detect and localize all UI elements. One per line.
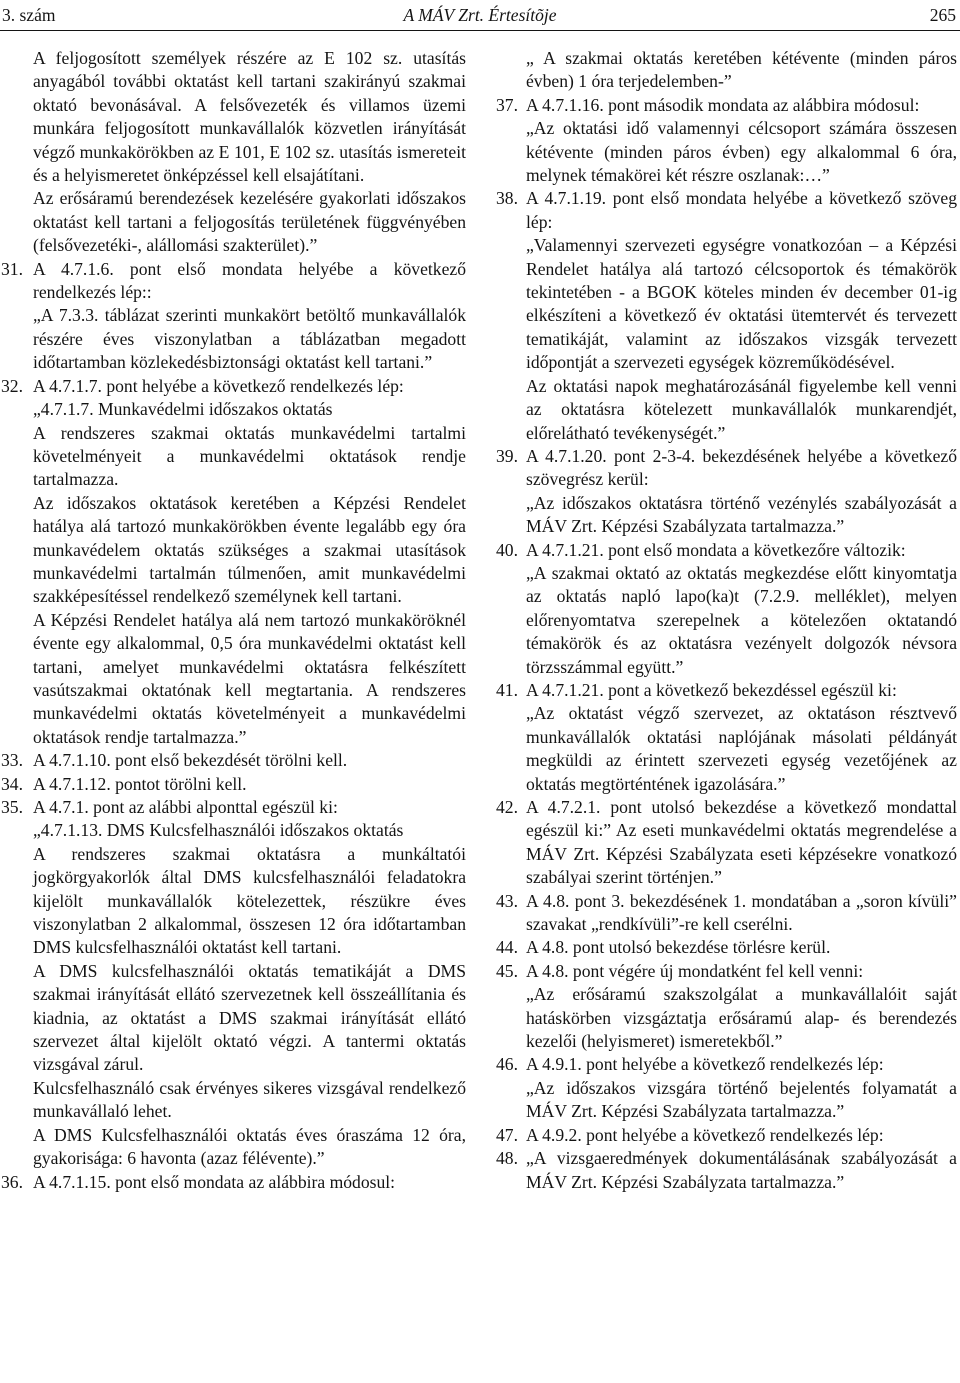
paragraph: A rendszeres szakmai oktatásra a munkáltatói jogkörgyakorlók által DMS kulcsfelhasználói feladatokra kijelölt munkavállalók kötelezettek, részükre éves viszonylatban 2 alkalommal, összesen 12 óra időtartamban DMS kulcsfelhasználói oktatást kell tartani. xyxy=(33,843,466,958)
item-number: 31. xyxy=(1,258,23,279)
amendment-item xyxy=(496,94,957,117)
amendment-item xyxy=(496,1147,957,1194)
item-text: A 4.7.1.19. pont első mondata helyébe a következő szöveg lép: xyxy=(526,188,957,232)
publication-title: A MÁV Zrt. Értesítõje xyxy=(403,5,557,25)
item-number: 36. xyxy=(1,1171,23,1192)
item-number: 44. xyxy=(496,937,518,958)
item-text: A 4.7.1.6. pont első mondata helyébe a következő rendelkezés lép:: xyxy=(33,258,466,303)
item-text: A 4.8. pont utolsó bekezdése törlésre kerül. xyxy=(526,937,831,958)
left-column xyxy=(1,47,466,1194)
quoted-paragraph: „Valamennyi szervezeti egységre vonatkozóan – a Képzési Rendelet hatálya alá tartozó célcsoportok és témakörök tekintetében - a BGOK köteles minden év december 01-ig elkészíteni a következő év oktatási ütemtervét és tervezett tematikáját, valamint az időszakos vizsgák tervezett időpontját a szervezeti egységek közreműködésével. xyxy=(526,235,957,373)
item-number: 34. xyxy=(1,773,23,794)
amendment-item xyxy=(496,1053,957,1076)
item-text: A 4.7.1. pont az alábbi alponttal egészül ki: xyxy=(33,797,338,817)
item-text: A 4.7.1.16. pont második mondata az alábbira módosul: xyxy=(526,94,920,115)
item-number: 47. xyxy=(496,1124,518,1145)
amendment-item xyxy=(1,796,466,819)
paragraph: A DMS Kulcsfelhasználói oktatás éves óraszáma 12 óra, gyakorisága: 6 havonta (azaz félévente).” xyxy=(33,1124,466,1169)
item-text: A 4.7.2.1. pont utolsó bekezdése a következő mondattal egészül ki:” Az eseti munkavédelmi oktatás megrendelése a MÁV Zrt. Képzési Szabályzata eseti képzésekre vonatkozó szabályai szerint történjen.” xyxy=(526,797,957,888)
quoted-paragraph: „Az erősáramú szakszolgálat a munkavállalóit saját hatáskörben vizsgáztatja erősáramú alap- és berendezés kezelői (helyismeret) ismeretekből.” xyxy=(526,984,957,1052)
quoted-paragraph: „Az időszakos vizsgára történő bejelentés folyamatát a MÁV Zrt. Képzési Szabályzata tartalmazza.” xyxy=(526,1077,957,1122)
item-number: 33. xyxy=(1,750,23,771)
item-number: 42. xyxy=(496,797,518,817)
quoted-paragraph: „Az időszakos oktatásra történő vezénylés szabályozását a MÁV Zrt. Képzési Szabályzata tartalmazza.” xyxy=(526,492,957,537)
item-text: A 4.7.1.20. pont 2-3-4. bekezdésének helyébe a következő szövegrész kerül: xyxy=(526,445,957,490)
item-number: 32. xyxy=(1,375,23,396)
amendment-item xyxy=(496,960,957,983)
item-text: A 4.9.2. pont helyébe a következő rendelkezés lép: xyxy=(526,1124,884,1145)
amendment-item xyxy=(1,258,466,305)
item-text: A 4.9.1. pont helyébe a következő rendelkezés lép: xyxy=(526,1054,884,1075)
paragraph: A rendszeres szakmai oktatás munkavédelmi tartalmi követelményeit a munkavédelmi oktatások rendje tartalmazza. xyxy=(33,422,466,490)
item-text: A 4.8. pont végére új mondatként fel kell venni: xyxy=(526,960,864,981)
page-header xyxy=(0,5,960,27)
item-text: „A vizsgaeredmények dokumentálásának szabályozását a MÁV Zrt. Képzési Szabályzata tartalmazza.” xyxy=(526,1148,957,1192)
item-number: 41. xyxy=(496,679,518,700)
item-number: 46. xyxy=(496,1054,518,1075)
item-number: 39. xyxy=(496,445,518,466)
item-number: 43. xyxy=(496,890,518,911)
right-column xyxy=(496,47,957,1194)
paragraph: A DMS kulcsfelhasználói oktatás tematikáját a DMS szakmai irányítását ellátó szervezetnek kell összeállítania és kiadnia, az oktatást a DMS szakmai irányítását ellátó szervezet által kijelölt oktató végzi. A tantermi oktatás vizsgával zárul. xyxy=(33,960,466,1075)
quoted-paragraph: „ A szakmai oktatás keretében kétévente (minden páros évben) 1 óra terjedelemben-” xyxy=(526,48,957,92)
amendment-item xyxy=(496,187,957,234)
amendment-item xyxy=(496,1124,957,1147)
paragraph: Az erősáramú berendezések kezelésére gyakorlati időszakos oktatást kell tartani a feljogosítás területének függvényében (felsővezetéki-, alállomási szakterület).” xyxy=(33,188,466,256)
item-text: A 4.7.1.21. pont első mondata a következőre változik: xyxy=(526,539,906,560)
amendment-item xyxy=(1,1171,466,1194)
amendment-item xyxy=(496,890,957,937)
paragraph: A feljogosított személyek részére az E 102 sz. utasítás anyagából további oktatást kell tartani szakirányú szakmai oktató bevonásával. A felsővezeték és villamos üzemi munkára feljogosított munkavállalók közvetlen irányítását végző munkakörökben az E 101, E 102 sz. utasítás ismereteit és a helyismeretet önképzéssel kell elsajátítani. xyxy=(33,48,466,186)
quoted-paragraph: „Az oktatási idő valamennyi célcsoport számára összesen kétévente (minden páros évben) egy alkalommal 6 óra, melynek témakörei két részre oszlanak:…” xyxy=(526,118,957,186)
item-text: A 4.7.1.12. pontot törölni kell. xyxy=(33,773,247,794)
item-number: 38. xyxy=(496,188,518,209)
paragraph: Az időszakos oktatások keretében a Képzési Rendelet hatálya alá tartozó munkakörökben évente legalább egy óra munkavédelem oktatás szükséges a szakmai utasítások munkavédelmi tartalmán túlmenően, amit munkavédelmi szakképesítéssel rendelkező személynek kell tartani. xyxy=(33,492,466,607)
amendment-item xyxy=(496,539,957,562)
item-text: A 4.7.1.7. pont helyébe a következő rendelkezés lép: xyxy=(33,375,404,396)
item-number: 40. xyxy=(496,539,518,560)
quoted-paragraph: „A szakmai oktató az oktatás megkezdése előtt kinyomtatja az oktatás napló lapo(ka)t (7.2.9. melléklet), melyen előrenyomtatva szerepelnek a kötelezően oktatandó témakörök és az oktatásra vezényelt dolgozók névsora törzsszámmal együtt.” xyxy=(526,562,957,677)
item-text: A 4.7.1.21. pont a következő bekezdéssel egészül ki: xyxy=(526,679,897,700)
amendment-item xyxy=(496,936,957,959)
amendment-item xyxy=(1,773,466,796)
amendment-item xyxy=(1,375,466,398)
item-text: A 4.8. pont 3. bekezdésének 1. mondatában a „soron kívüli” szavakat „rendkívüli”-re kell cserélni. xyxy=(526,890,957,935)
quoted-paragraph: „Az oktatást végző szervezet, az oktatáson résztvevő munkavállalók oktatási naplójának másolati példányát megküldi az érintett szervezeti egység vezetőjének az oktatás megtörténtének igazolására.” xyxy=(526,703,957,794)
item-number: 45. xyxy=(496,960,518,981)
item-number: 37. xyxy=(496,94,518,115)
item-text: A 4.7.1.15. pont első mondata az alábbira módosul: xyxy=(33,1171,396,1192)
amendment-item xyxy=(496,796,957,890)
item-number: 35. xyxy=(1,797,23,817)
amendment-item xyxy=(1,749,466,772)
header-rule xyxy=(0,30,960,31)
paragraph: „4.7.1.13. DMS Kulcsfelhasználói időszakos oktatás xyxy=(33,820,404,841)
quoted-paragraph: Az oktatási napok meghatározásánál figyelembe kell venni az oktatásra kötelezett munkavállalók munkarendjét, előrelátható tevékenységét.” xyxy=(526,375,957,443)
page-number: 265 xyxy=(929,5,956,25)
paragraph: „4.7.1.7. Munkavédelmi időszakos oktatás xyxy=(33,399,333,420)
amendment-item xyxy=(496,445,957,492)
item-number: 48. xyxy=(496,1148,518,1169)
paragraph: A Képzési Rendelet hatálya alá nem tartozó munkaköröknél évente egy alkalommal, 0,5 óra munkavédelmi oktatást kell tartani, amelyet munkavédelmi oktatásra felkészített vasútszakmai oktatónak kell megtartania. A rendszeres munkavédelmi oktatás követelményeit a munkavédelmi oktatások rendje tartalmazza.” xyxy=(33,609,466,747)
paragraph: „A 7.3.3. táblázat szerinti munkakört betöltő munkavállalók részére éves viszonylatban a táblázatban megadott időtartamban közlekedésbiztonsági oktatást kell tartani.” xyxy=(33,305,466,373)
amendment-item xyxy=(496,679,957,702)
item-text: A 4.7.1.10. pont első bekezdését törölni kell. xyxy=(33,750,348,771)
paragraph: Kulcsfelhasználó csak érvényes sikeres vizsgával rendelkező munkavállaló lehet. xyxy=(33,1077,466,1122)
issue-number: 3. szám xyxy=(2,5,56,25)
